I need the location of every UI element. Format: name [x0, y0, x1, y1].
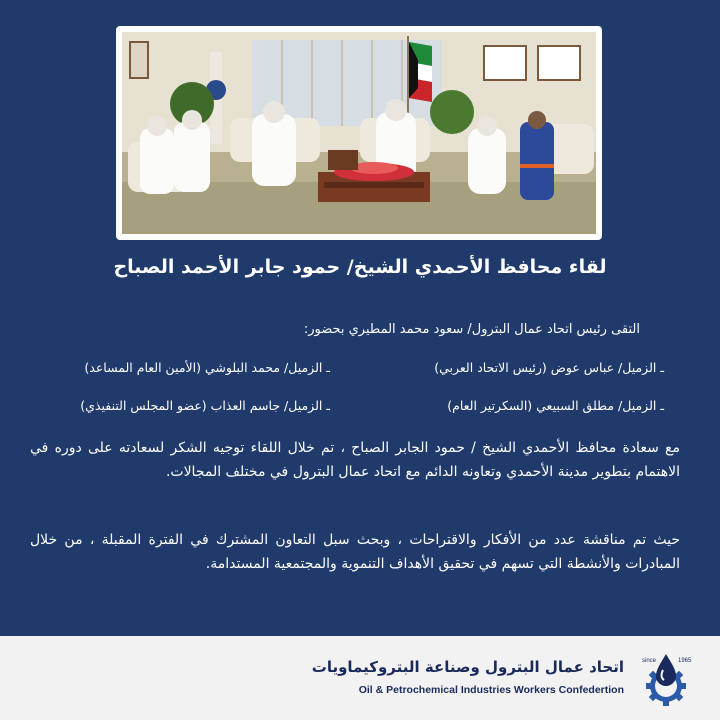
org-name-arabic: اتحاد عمال البترول وصناعة البتروكيماويات	[311, 658, 624, 676]
org-logo-icon	[636, 650, 696, 710]
attendee-item: ـ الزميل/ عباس عوض (رئيس الاتحاد العربي)	[434, 360, 664, 375]
meeting-photo	[122, 32, 596, 234]
footer-bar	[0, 636, 720, 720]
meeting-photo-frame	[116, 26, 602, 240]
post-title: لقاء محافظ الأحمدي الشيخ/ حمود جابر الأحمد الصباح	[113, 256, 607, 278]
logo-since: since	[642, 658, 657, 664]
logo-year: 1965	[678, 658, 692, 664]
attendee-item: ـ الزميل/ جاسم العذاب (عضو المجلس التنفيذي)	[80, 398, 330, 413]
attendee-list	[40, 360, 664, 420]
intro-line: التقى رئيس اتحاد عمال البترول/ سعود محمد المطيري بحضور:	[303, 322, 640, 337]
org-name-english: Oil & Petrochemical Industries Workers Confedertion	[358, 684, 624, 696]
attendee-item: ـ الزميل/ مطلق السبيعي (السكرتير العام)	[447, 398, 664, 413]
body-paragraph: حيث تم مناقشة عدد من الأفكار والاقتراحات ، وبحث سبل التعاون المشترك في الفترة المقبلة ، من خلال المبادرات والأنشطة التي تسهم في تحقيق الأهداف التنموية والمجتمعية المستدامة.	[30, 532, 680, 572]
attendee-item: ـ الزميل/ محمد البلوشي (الأمين العام المساعد)	[84, 360, 330, 375]
body-paragraph: مع سعادة محافظ الأحمدي الشيخ / حمود الجابر الصباح ، تم خلال اللقاء توجيه الشكر لسعادته على دوره في الاهتمام بتطوير مدينة الأحمدي وتعاونه الدائم مع اتحاد عمال البترول في مختلف المجالات.	[30, 440, 680, 480]
